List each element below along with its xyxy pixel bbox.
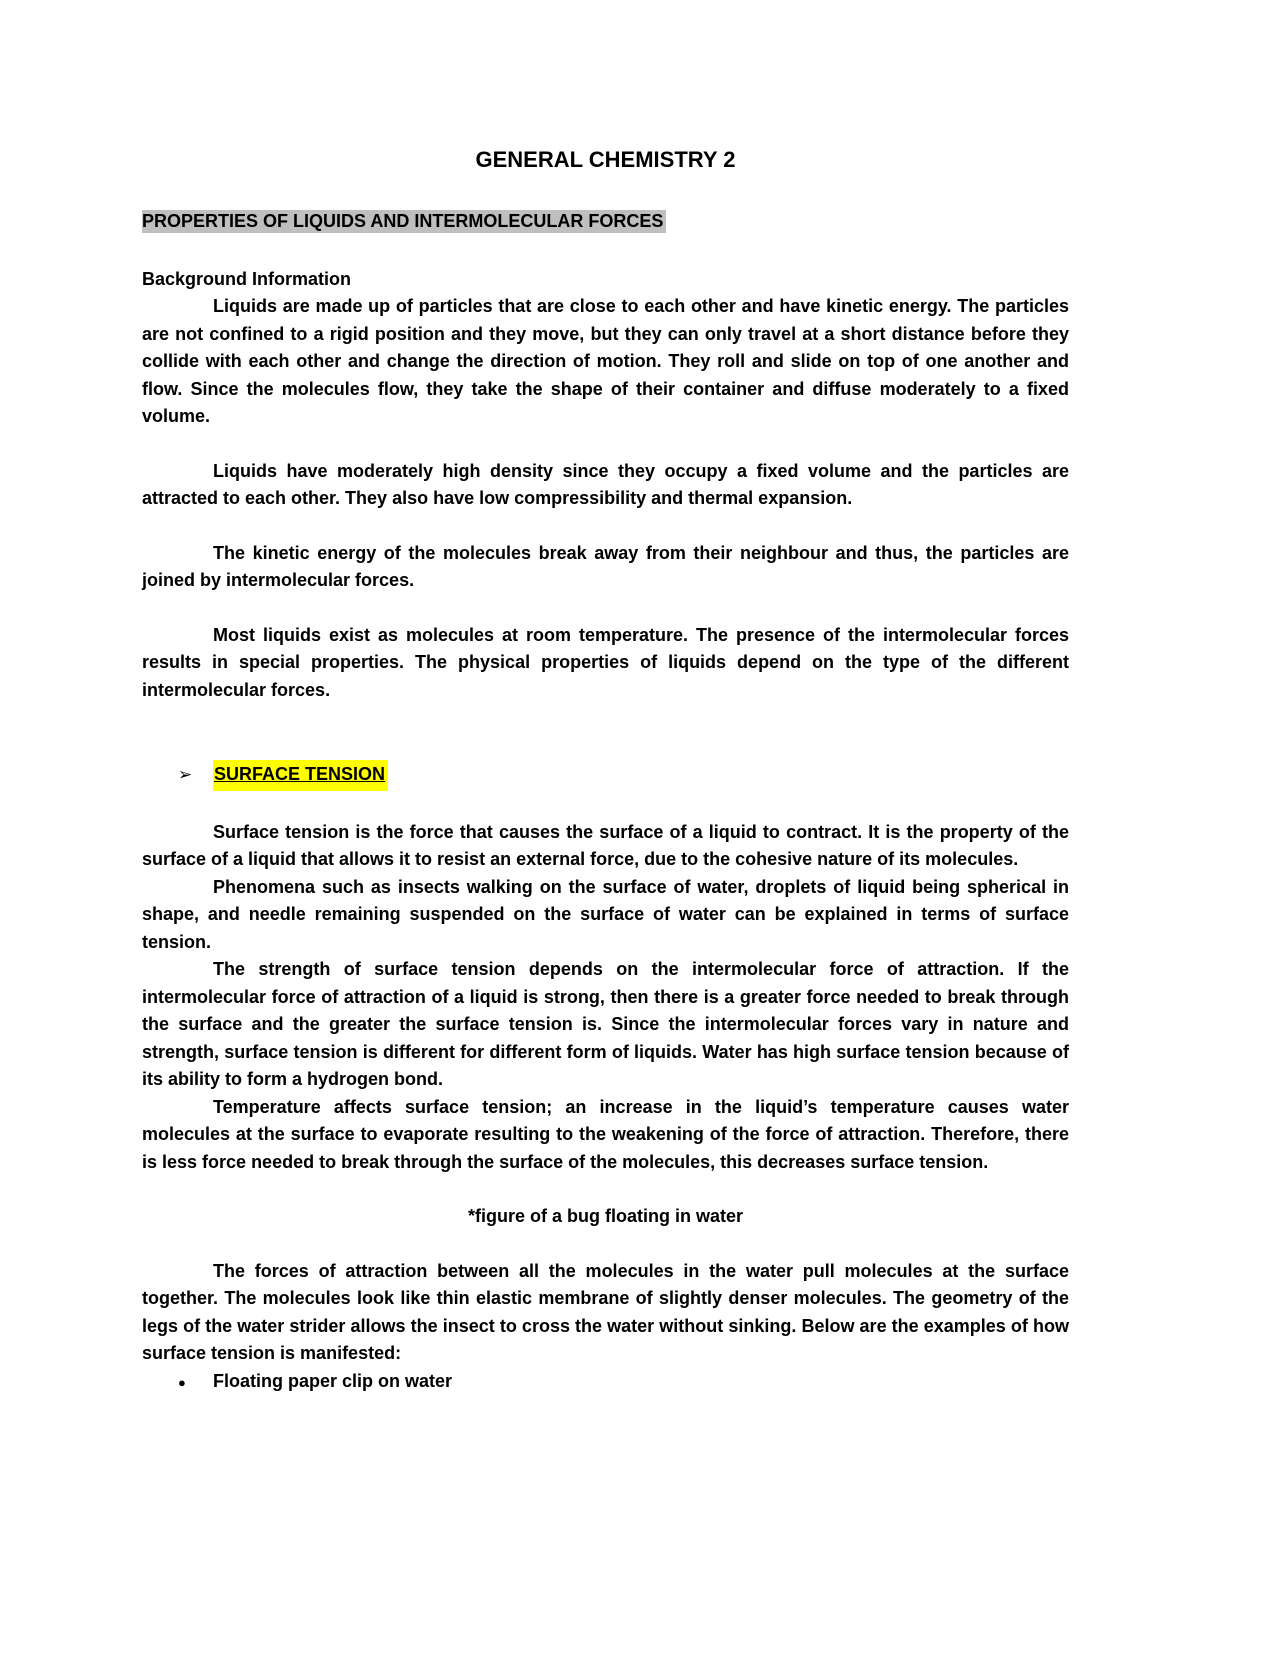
list-item-label: Floating paper clip on water: [213, 1370, 453, 1391]
background-paragraph-4: Most liquids exist as molecules at room temperature. The presence of the intermolecular forces results in special properties. The physical properties of liquids depend on the type of the different intermolecular forces.: [142, 624, 1069, 700]
arrow-bullet-icon: ➢: [178, 765, 193, 784]
surface-tension-paragraph-4: Temperature affects surface tension; an increase in the liquid’s temperature causes water molecules at the surface to evaporate resulting to the weakening of the force of attraction. Therefore, there is less force needed to break through the surface of the molecules, this decreases surface tension.: [142, 1096, 1069, 1172]
page-title: GENERAL CHEMISTRY 2: [475, 147, 736, 172]
surface-tension-paragraph-2: Phenomena such as insects walking on the surface of water, droplets of liquid being spherical in shape, and needle remaining suspended on the surface of water can be explained in terms of surface tension.: [142, 876, 1069, 952]
background-paragraph-1: Liquids are made up of particles that are close to each other and have kinetic energy. The particles are not confined to a rigid position and they move, but they can only travel at a short distance before they collide with each other and change the direction of motion. They roll and slide on top of one another and flow. Since the molecules flow, they take the shape of their container and diffuse moderately to a fixed volume.: [142, 296, 1069, 426]
dot-bullet-icon: ●: [178, 1374, 186, 1390]
figure-caption: *figure of a bug floating in water: [467, 1206, 743, 1226]
list-item: [142, 1368, 1069, 1397]
surface-tension-paragraph-1: Surface tension is the force that causes the surface of a liquid to contract. It is the property of the surface of a liquid that allows it to resist an external force, due to the cohesive nature of its molecules.: [142, 821, 1069, 869]
closing-paragraph: The forces of attraction between all the molecules in the water pull molecules at the surface together. The molecules look like thin elastic membrane of slightly denser molecules. The geometry of the legs of the water strider allows the insect to cross the water without sinking. Below are the examples of how surface tension is manifested:: [142, 1260, 1069, 1363]
background-information-heading: Background Information: [142, 268, 352, 289]
surface-tension-heading: SURFACE TENSION: [213, 760, 388, 791]
surface-tension-heading-row: [142, 760, 1069, 791]
section-heading-row: [142, 208, 1069, 236]
background-paragraph-2: Liquids have moderately high density since they occupy a fixed volume and the particles are attracted to each other. They also have low compressibility and thermal expansion.: [142, 460, 1069, 508]
section-heading: PROPERTIES OF LIQUIDS AND INTERMOLECULAR FORCES: [142, 210, 666, 233]
background-paragraph-3: The kinetic energy of the molecules break away from their neighbour and thus, the particles are joined by intermolecular forces.: [142, 542, 1069, 590]
surface-tension-paragraph-3: The strength of surface tension depends on the intermolecular force of attraction. If the intermolecular force of attraction of a liquid is strong, then there is a greater force needed to break through the surface and the greater the surface tension is. Since the intermolecular forces vary in nature and strength, surface tension is different for different form of liquids. Water has high surface tension because of its ability to form a hydrogen bond.: [142, 959, 1069, 1089]
